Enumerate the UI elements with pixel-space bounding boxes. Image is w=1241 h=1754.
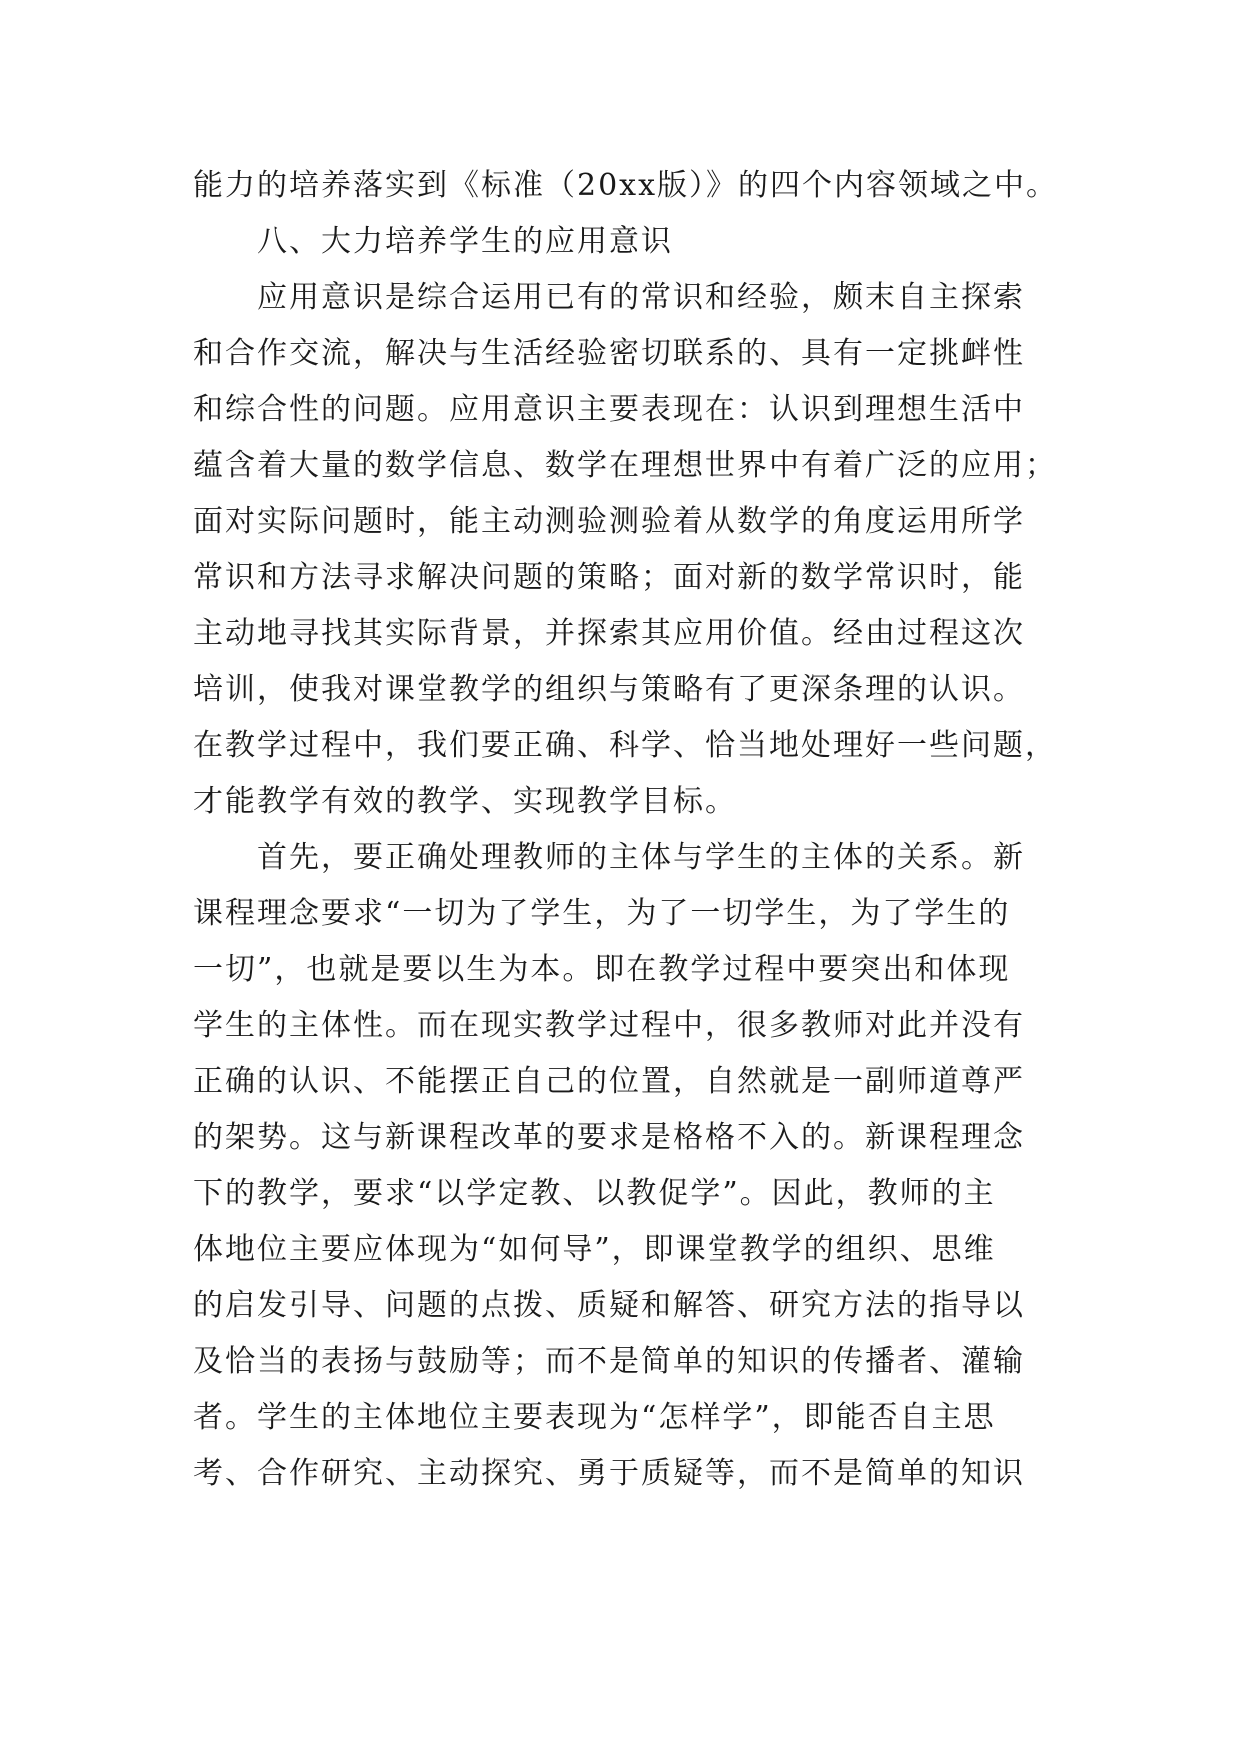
text-line: 蕴含着大量的数学信息、数学在理想世界中有着广泛的应用； xyxy=(193,448,1057,483)
text-line: 考、合作研究、主动探究、勇于质疑等，而不是简单的知识 xyxy=(193,1456,1025,1491)
text-line: 面对实际问题时，能主动测验测验着从数学的角度运用所学 xyxy=(193,504,1025,539)
text-line: 才能教学有效的教学、实现教学目标。 xyxy=(193,784,737,819)
text-line: 课程理念要求“一切为了学生，为了一切学生，为了学生的 xyxy=(193,896,1011,931)
text-line: 者。学生的主体地位主要表现为“怎样学”，即能否自主思 xyxy=(193,1400,996,1435)
text-line: 常识和方法寻求解决问题的策略；面对新的数学常识时，能 xyxy=(193,560,1025,595)
text-line: 在教学过程中，我们要正确、科学、恰当地处理好一些问题， xyxy=(193,728,1057,763)
text-line: 和合作交流，解决与生活经验密切联系的、具有一定挑衅性 xyxy=(193,336,1025,371)
text-line: 应用意识是综合运用已有的常识和经验，颇末自主探索 xyxy=(257,280,1025,315)
section-heading: 八、大力培养学生的应用意识 xyxy=(257,224,673,259)
text-line: 能力的培养落实到《标准（20xx版）》的四个内容领域之中。 xyxy=(193,168,1059,203)
text-line: 正确的认识、不能摆正自己的位置，自然就是一副师道尊严 xyxy=(193,1064,1025,1099)
text-line: 的启发引导、问题的点拨、质疑和解答、研究方法的指导以 xyxy=(193,1288,1025,1323)
text-line: 一切”，也就是要以生为本。即在教学过程中要突出和体现 xyxy=(193,952,1011,987)
text-line: 下的教学，要求“以学定教、以教促学”。因此，教师的主 xyxy=(193,1176,996,1211)
text-line: 培训，使我对课堂教学的组织与策略有了更深条理的认识。 xyxy=(193,672,1025,707)
text-line: 首先，要正确处理教师的主体与学生的主体的关系。新 xyxy=(257,840,1025,875)
text-line: 学生的主体性。而在现实教学过程中，很多教师对此并没有 xyxy=(193,1008,1025,1043)
text-line: 体地位主要应体现为“如何导”，即课堂教学的组织、思维 xyxy=(193,1232,996,1267)
text-line: 及恰当的表扬与鼓励等；而不是简单的知识的传播者、灌输 xyxy=(193,1344,1025,1379)
text-line: 主动地寻找其实际背景，并探索其应用价值。经由过程这次 xyxy=(193,616,1025,651)
text-line: 和综合性的问题。应用意识主要表现在：认识到理想生活中 xyxy=(193,392,1025,427)
text-line: 的架势。这与新课程改革的要求是格格不入的。新课程理念 xyxy=(193,1120,1025,1155)
